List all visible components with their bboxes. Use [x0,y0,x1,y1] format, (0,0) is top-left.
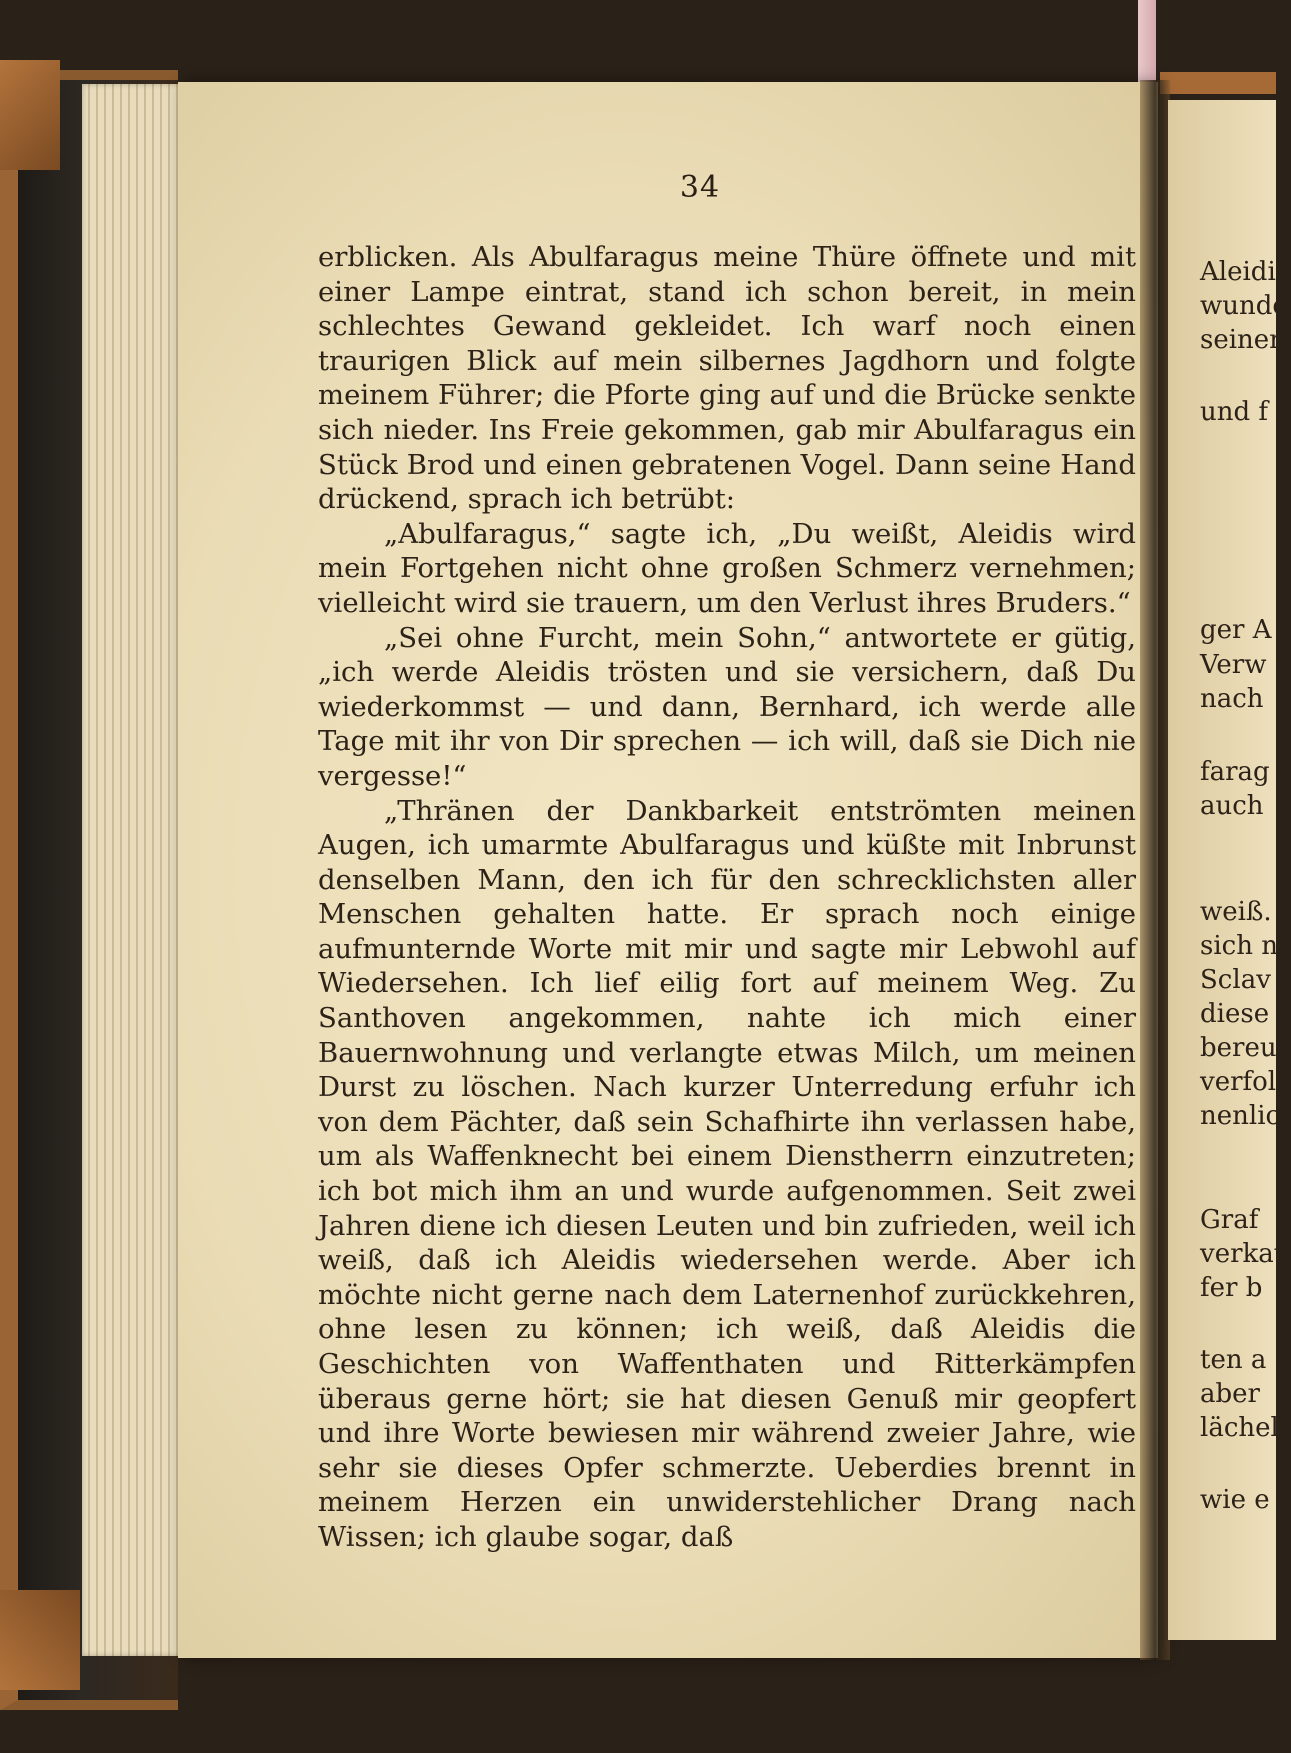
right-fragment: und f [1200,397,1269,427]
right-fragment: Aleidi [1200,257,1276,287]
right-fragment: auch [1200,791,1264,821]
right-fragment: ger A [1200,615,1272,645]
right-fragment: wunde [1200,291,1288,321]
right-fragment: verkau [1200,1239,1291,1269]
paragraph-2: „Abulfaragus,“ sagte ich, „Du weißt, Aleidis wird mein Fortgehen nicht ohne großen Schmerz vernehmen; vielleicht wird sie trauern, um den Verlust ihres Bruders.“ [318,517,1136,619]
right-fragment: lächel [1200,1413,1279,1443]
bookmark-ribbon [1138,0,1156,90]
right-fragment: bereu [1200,1033,1277,1063]
paragraph-4: „Thränen der Dankbarkeit entströmten meinen Augen, ich umarmte Abulfaragus und küßte mit Inbrunst denselben Mann, den ich für den schrecklichsten aller Menschen gehalten hatte. Er sprach noch einige aufmunternde Worte mit mir und sagte mir Lebwohl auf Wiedersehen. Ich lief eilig fort auf meinem Weg. Zu Santhoven angekommen, nahte ich mich einer Bauernwohnung und verlangte etwas Milch, um meinen Durst zu löschen. Nach kurzer Unterredung erfuhr ich von dem Pächter, daß sein Schafhirte ihn verlassen habe, um als Waffenknecht bei einem Dienstherrn einzutreten; ich bot mich ihm an und wurde aufgenommen. Seit zwei Jahren diene ich diesen Leuten und bin zufrieden, weil ich weiß, daß ich Aleidis wiedersehen werde. Aber ich möchte nicht gerne nach dem Laternenhof zurückkehren, ohne lesen zu können; ich weiß, daß Aleidis die Geschichten von Waffenthaten und Ritterkämpfen überaus gerne hört; sie hat diesen Genuß mir geopfert und ihre Worte bewiesen mir während zweier Jahre, wie sehr sie dieses Opfer schmerzte. Ueberdies brennt in meinem Herzen ein unwiderstehlicher Drang nach Wissen; ich glaube sogar, daß [318,794,1136,1553]
right-fragment: farag [1200,757,1270,787]
right-fragment: weiß. [1200,897,1272,927]
page-edges [82,84,192,1656]
page-body-text [318,240,1136,1555]
book-gutter [1140,80,1170,1660]
cover-corner-bottom [0,1590,80,1690]
right-fragment: Graf [1200,1205,1259,1235]
right-fragment: wie e [1200,1485,1270,1515]
right-fragment: verfol [1200,1067,1277,1097]
right-fragment: nenlic [1200,1101,1281,1131]
paragraph-1: erblicken. Als Abulfaragus meine Thüre öffnete und mit einer Lampe eintrat, stand ich schon bereit, in mein schlechtes Gewand gekleidet. Ich warf noch einen traurigen Blick auf mein silbernes Jagdhorn und folgte meinem Führer; die Pforte ging auf und die Brücke senkte sich nieder. Ins Freie gekommen, gab mir Abulfaragus ein Stück Brod und einen gebratenen Vogel. Dann seine Hand drückend, sprach ich betrübt: [318,241,1136,516]
right-fragment: Verw [1200,650,1267,680]
right-fragment: diese [1200,999,1270,1029]
right-fragment: sich n [1200,931,1278,961]
right-fragment: ten a [1200,1345,1267,1375]
right-fragment: nach [1200,684,1264,714]
right-fragment: aber [1200,1379,1260,1409]
right-cover-edge [1160,72,1276,94]
right-fragment: Sclav [1200,965,1271,995]
paragraph-3: „Sei ohne Furcht, mein Sohn,“ antwortete er gütig, „ich werde Aleidis trösten und sie versichern, daß Du wiederkommst — und dann, Bernhard, ich werde alle Tage mit ihr von Dir sprechen — ich will, daß sie Dich nie vergesse!“ [318,621,1136,792]
right-fragment: fer b [1200,1273,1263,1303]
right-fragment: seinen [1200,325,1286,355]
cover-corner-top [0,60,60,170]
page-number: 34 [679,170,721,205]
